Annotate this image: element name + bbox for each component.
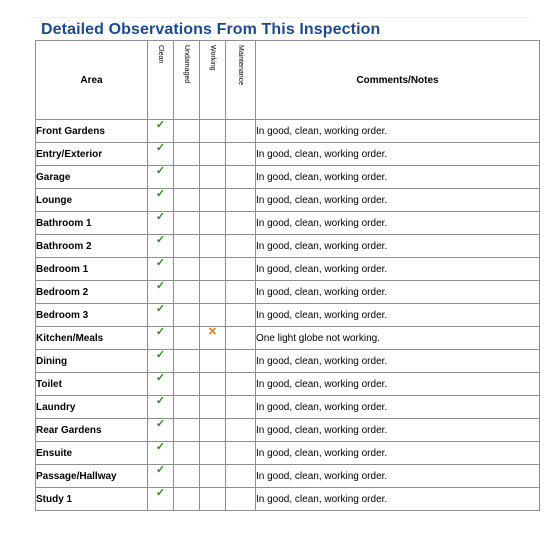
comment-cell: In good, clean, working order. (256, 442, 540, 465)
undamaged-cell (174, 488, 200, 511)
clean-cell (148, 189, 174, 212)
area-cell: Passage/Hallway (36, 465, 148, 488)
checkmark-icon: ✓ (155, 211, 166, 223)
undamaged-column-header (174, 41, 200, 120)
working-cell (200, 304, 226, 327)
undamaged-cell (174, 143, 200, 166)
checkmark-icon: ✓ (155, 487, 166, 499)
area-cell: Dining (36, 350, 148, 373)
comment-cell: In good, clean, working order. (256, 120, 540, 143)
maintenance-column-header (226, 41, 256, 120)
comment-cell: In good, clean, working order. (256, 189, 540, 212)
checkmark-icon: ✓ (155, 418, 166, 430)
area-cell: Kitchen/Meals (36, 327, 148, 350)
table-body (36, 120, 540, 511)
comment-cell: In good, clean, working order. (256, 488, 540, 511)
maintenance-cell (226, 442, 256, 465)
table-row (36, 465, 540, 488)
working-cell (200, 281, 226, 304)
clean-cell (148, 327, 174, 350)
undamaged-cell (174, 442, 200, 465)
comment-cell: In good, clean, working order. (256, 396, 540, 419)
area-cell: Ensuite (36, 442, 148, 465)
area-cell: Bedroom 2 (36, 281, 148, 304)
table-row (36, 304, 540, 327)
clean-cell (148, 143, 174, 166)
comment-cell: In good, clean, working order. (256, 258, 540, 281)
working-cell (200, 212, 226, 235)
working-cell (200, 258, 226, 281)
area-cell: Bedroom 1 (36, 258, 148, 281)
comment-cell: In good, clean, working order. (256, 419, 540, 442)
comment-cell: In good, clean, working order. (256, 166, 540, 189)
undamaged-cell (174, 465, 200, 488)
clean-cell (148, 488, 174, 511)
maintenance-cell (226, 304, 256, 327)
working-column-header (200, 41, 226, 120)
undamaged-cell (174, 166, 200, 189)
maintenance-cell (226, 143, 256, 166)
undamaged-cell (174, 189, 200, 212)
maintenance-cell (226, 373, 256, 396)
checkmark-icon: ✓ (155, 372, 166, 384)
undamaged-cell (174, 281, 200, 304)
table-row (36, 235, 540, 258)
checkmark-icon: ✓ (155, 188, 166, 200)
area-cell: Entry/Exterior (36, 143, 148, 166)
table-header-row (36, 41, 540, 120)
clean-cell (148, 166, 174, 189)
cross-icon: ✕ (207, 326, 218, 338)
clean-cell (148, 396, 174, 419)
checkmark-icon: ✓ (155, 395, 166, 407)
working-cell (200, 189, 226, 212)
comment-cell: In good, clean, working order. (256, 350, 540, 373)
maintenance-cell (226, 235, 256, 258)
checkmark-icon: ✓ (155, 441, 166, 453)
undamaged-cell (174, 212, 200, 235)
area-cell: Bathroom 2 (36, 235, 148, 258)
maintenance-cell (226, 396, 256, 419)
checkmark-icon: ✓ (155, 303, 166, 315)
working-cell (200, 442, 226, 465)
clean-cell (148, 465, 174, 488)
clean-cell (148, 304, 174, 327)
undamaged-cell (174, 396, 200, 419)
comment-cell: In good, clean, working order. (256, 235, 540, 258)
checkmark-icon: ✓ (155, 165, 166, 177)
checkmark-icon: ✓ (155, 326, 166, 338)
area-column-header: Area (36, 41, 148, 120)
working-header-label: Working (209, 45, 216, 71)
clean-cell (148, 442, 174, 465)
undamaged-cell (174, 235, 200, 258)
undamaged-cell (174, 120, 200, 143)
area-cell: Rear Gardens (36, 419, 148, 442)
undamaged-cell (174, 327, 200, 350)
comment-cell: In good, clean, working order. (256, 143, 540, 166)
working-cell (200, 327, 226, 350)
undamaged-header-label: Undamaged (183, 45, 190, 84)
clean-cell (148, 235, 174, 258)
working-cell (200, 350, 226, 373)
undamaged-cell (174, 373, 200, 396)
maintenance-header-label: Maintenance (237, 45, 244, 86)
area-cell: Front Gardens (36, 120, 148, 143)
comment-cell: One light globe not working. (256, 327, 540, 350)
comment-cell: In good, clean, working order. (256, 212, 540, 235)
comment-cell: In good, clean, working order. (256, 304, 540, 327)
area-cell: Lounge (36, 189, 148, 212)
maintenance-cell (226, 258, 256, 281)
clean-cell (148, 350, 174, 373)
clean-cell (148, 373, 174, 396)
area-cell: Bedroom 3 (36, 304, 148, 327)
page-title: Detailed Observations From This Inspection (41, 21, 381, 38)
checkmark-icon: ✓ (155, 119, 166, 131)
table-row (36, 327, 540, 350)
clean-cell (148, 212, 174, 235)
maintenance-cell (226, 488, 256, 511)
working-cell (200, 488, 226, 511)
clean-header-label: Clean (157, 45, 164, 64)
table-row (36, 281, 540, 304)
area-cell: Study 1 (36, 488, 148, 511)
table-row (36, 166, 540, 189)
working-cell (200, 166, 226, 189)
clean-column-header (148, 41, 174, 120)
undamaged-cell (174, 419, 200, 442)
table-row (36, 212, 540, 235)
area-cell: Garage (36, 166, 148, 189)
maintenance-cell (226, 327, 256, 350)
undamaged-cell (174, 304, 200, 327)
table-row (36, 258, 540, 281)
working-cell (200, 143, 226, 166)
comment-cell: In good, clean, working order. (256, 373, 540, 396)
comments-column-header: Comments/Notes (256, 41, 540, 120)
working-cell (200, 373, 226, 396)
area-cell: Toilet (36, 373, 148, 396)
maintenance-cell (226, 281, 256, 304)
maintenance-cell (226, 350, 256, 373)
working-cell (200, 465, 226, 488)
maintenance-cell (226, 465, 256, 488)
top-divider (30, 17, 530, 18)
checkmark-icon: ✓ (155, 464, 166, 476)
table-row (36, 350, 540, 373)
table-row (36, 419, 540, 442)
table-row (36, 143, 540, 166)
maintenance-cell (226, 212, 256, 235)
table-row (36, 189, 540, 212)
working-cell (200, 396, 226, 419)
table-row (36, 396, 540, 419)
clean-cell (148, 120, 174, 143)
table-row (36, 488, 540, 511)
undamaged-cell (174, 350, 200, 373)
working-cell (200, 120, 226, 143)
maintenance-cell (226, 419, 256, 442)
clean-cell (148, 419, 174, 442)
area-cell: Laundry (36, 396, 148, 419)
checkmark-icon: ✓ (155, 142, 166, 154)
maintenance-cell (226, 120, 256, 143)
table-row (36, 120, 540, 143)
table-row (36, 442, 540, 465)
clean-cell (148, 281, 174, 304)
table-row (36, 373, 540, 396)
checkmark-icon: ✓ (155, 257, 166, 269)
working-cell (200, 235, 226, 258)
checkmark-icon: ✓ (155, 349, 166, 361)
undamaged-cell (174, 258, 200, 281)
checkmark-icon: ✓ (155, 280, 166, 292)
maintenance-cell (226, 166, 256, 189)
clean-cell (148, 258, 174, 281)
area-cell: Bathroom 1 (36, 212, 148, 235)
checkmark-icon: ✓ (155, 234, 166, 246)
maintenance-cell (226, 189, 256, 212)
comment-cell: In good, clean, working order. (256, 465, 540, 488)
working-cell (200, 419, 226, 442)
comment-cell: In good, clean, working order. (256, 281, 540, 304)
observations-table (35, 40, 540, 511)
